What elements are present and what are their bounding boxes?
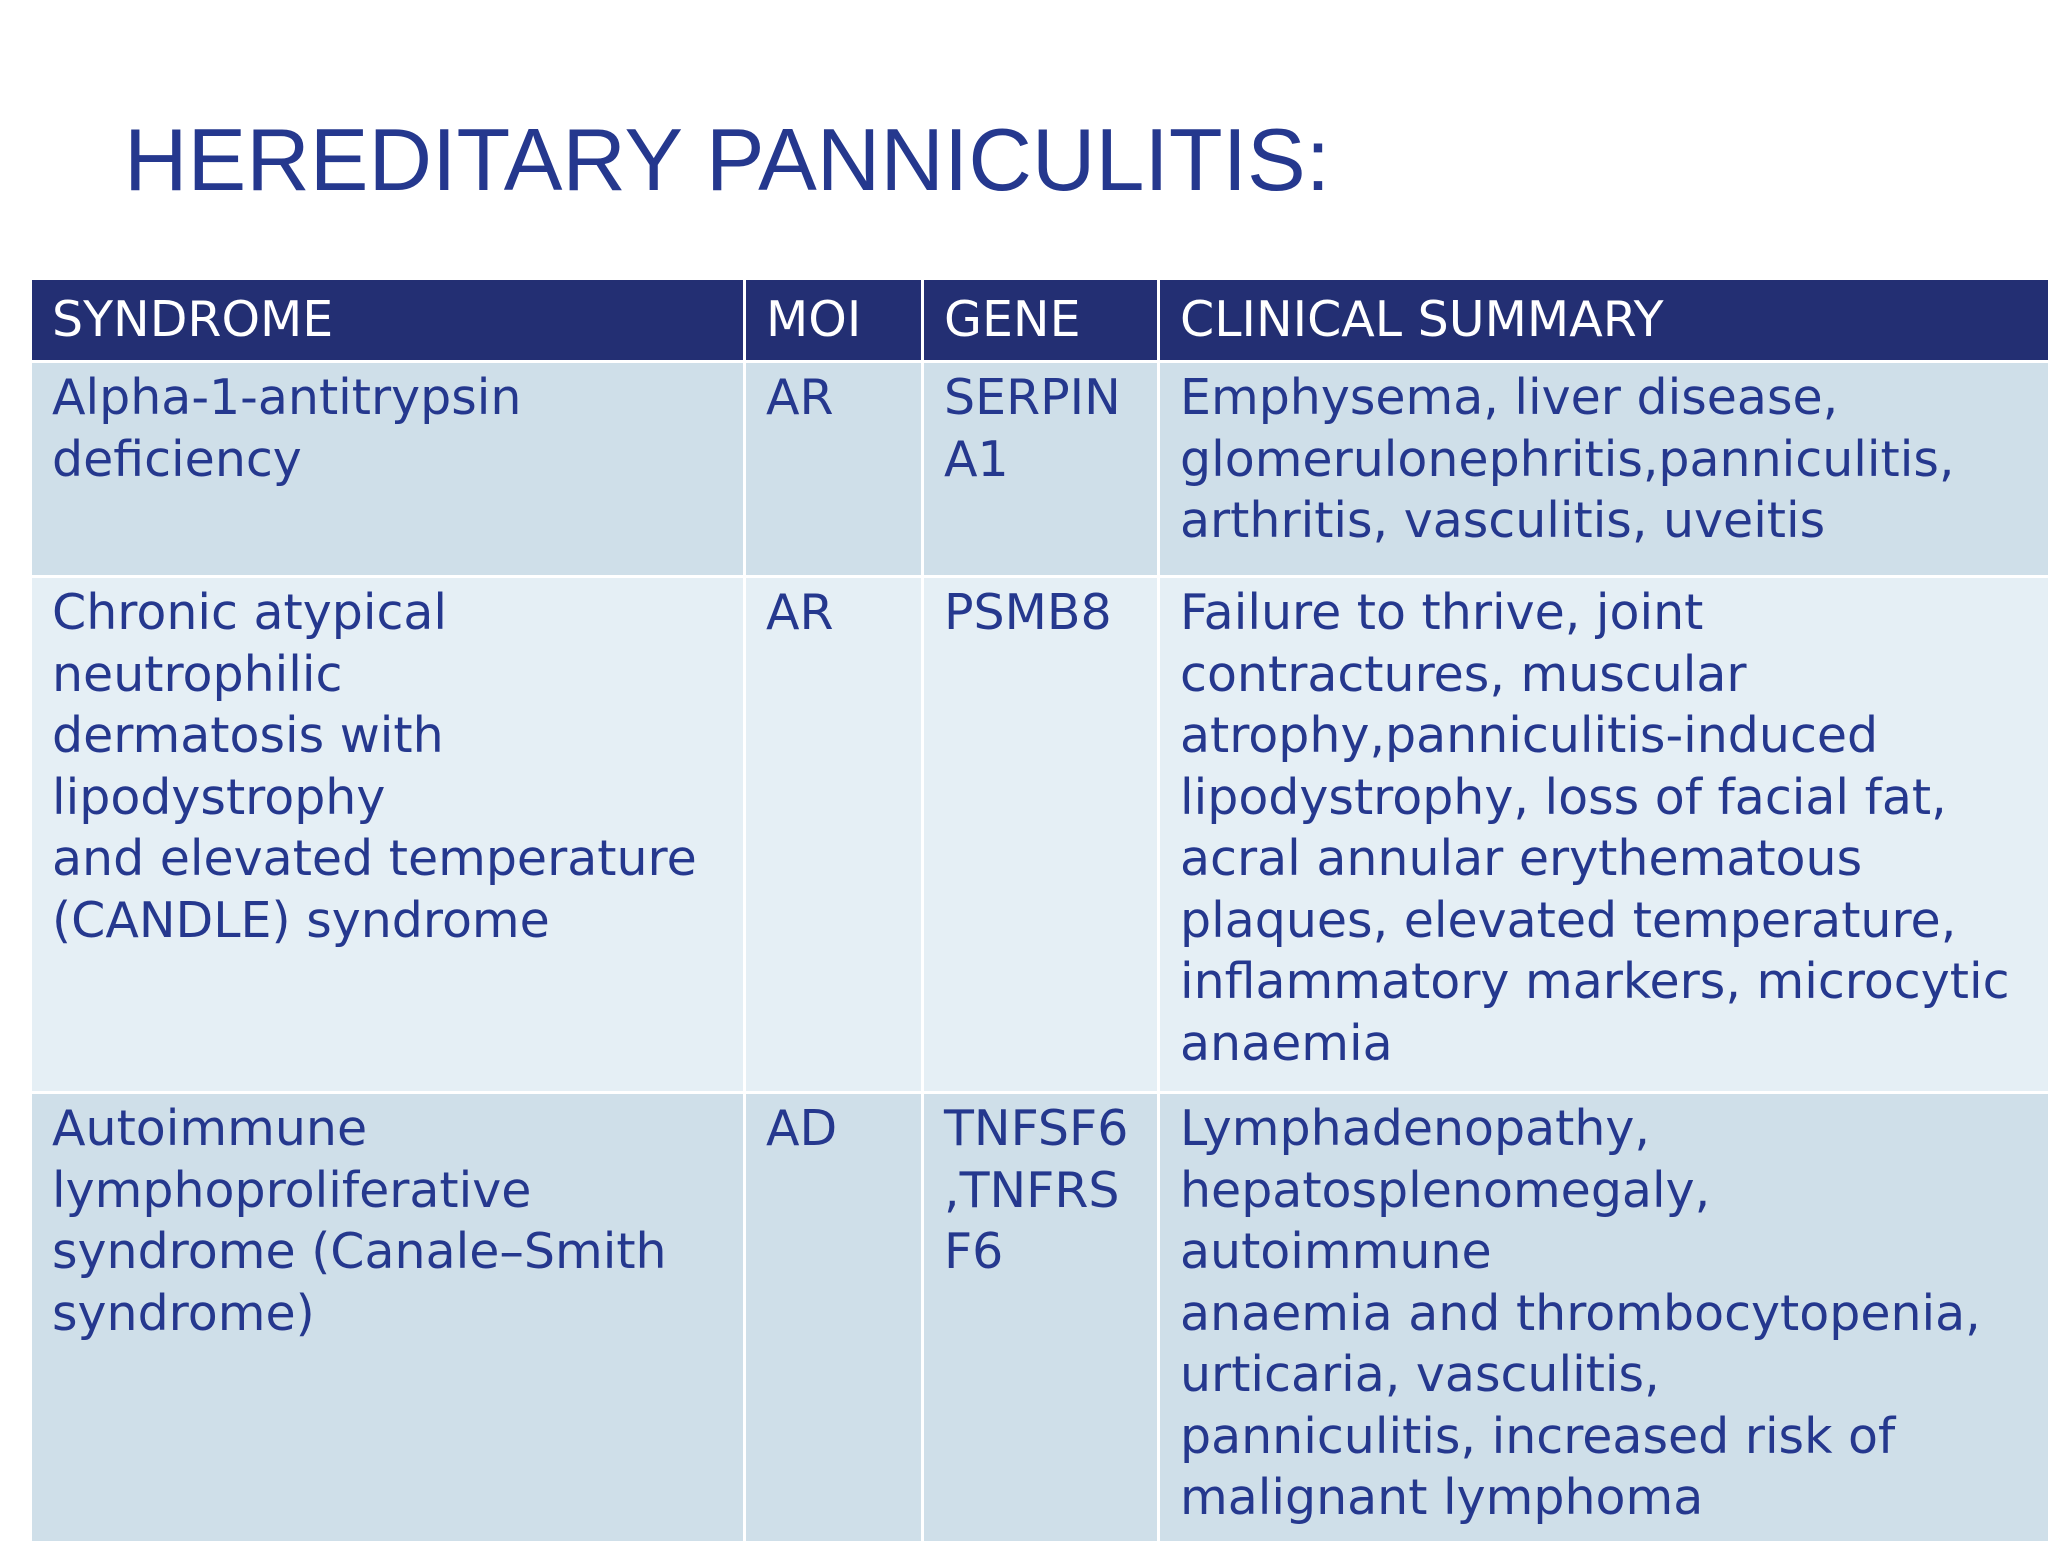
- summary-text: Lymphadenopathy, hepatosplenomegaly, autoimmune anaemia and thrombocytopenia, urticaria, vasculitis, panniculitis, increased risk of malignant lymphoma: [1180, 1094, 2048, 1529]
- syndrome-cell: [31, 1093, 745, 1543]
- gene-text: PSMB8: [944, 578, 1157, 644]
- summary-text: Emphysema, liver disease, glomerulonephritis,panniculitis, arthritis, vasculitis, uveitis: [1180, 363, 2048, 552]
- header-syndrome: SYNDROME: [31, 279, 745, 362]
- moi-text: AD: [766, 1094, 921, 1160]
- header-gene: GENE: [923, 279, 1159, 362]
- table-row: [31, 1093, 2048, 1543]
- summary-text: Failure to thrive, joint contractures, muscular atrophy,panniculitis-induced lipodystrophy, loss of facial fat, acral annular erythematous plaques, elevated temperature, inflammatory markers, microcytic anaemia: [1180, 578, 2048, 1074]
- panniculitis-table: [29, 277, 2048, 1544]
- header-moi: MOI: [745, 279, 923, 362]
- table-row: [31, 362, 2048, 577]
- gene-cell: [923, 1093, 1159, 1543]
- syndrome-text: Alpha-1-antitrypsin deficiency: [52, 363, 743, 490]
- syndrome-cell: [31, 362, 745, 577]
- gene-text: SERPIN A1: [944, 363, 1157, 490]
- moi-cell: [745, 362, 923, 577]
- moi-text: AR: [766, 363, 921, 429]
- syndrome-cell: [31, 577, 745, 1093]
- slide-title: HEREDITARY PANNICULITIS:: [124, 108, 1330, 212]
- table-header-row: [31, 279, 2048, 362]
- summary-cell: [1159, 577, 2048, 1093]
- gene-cell: [923, 577, 1159, 1093]
- gene-text: TNFSF6 ,TNFRS F6: [944, 1094, 1157, 1283]
- summary-cell: [1159, 362, 2048, 577]
- table-row: [31, 577, 2048, 1093]
- moi-cell: [745, 577, 923, 1093]
- header-clinical-summary: CLINICAL SUMMARY: [1159, 279, 2048, 362]
- moi-cell: [745, 1093, 923, 1543]
- summary-cell: [1159, 1093, 2048, 1543]
- gene-cell: [923, 362, 1159, 577]
- syndrome-text: Autoimmune lymphoproliferative syndrome (Canale–Smith syndrome): [52, 1094, 743, 1344]
- syndrome-text: Chronic atypical neutrophilic dermatosis with lipodystrophy and elevated temperature (CANDLE) syndrome: [52, 578, 743, 951]
- moi-text: AR: [766, 578, 921, 644]
